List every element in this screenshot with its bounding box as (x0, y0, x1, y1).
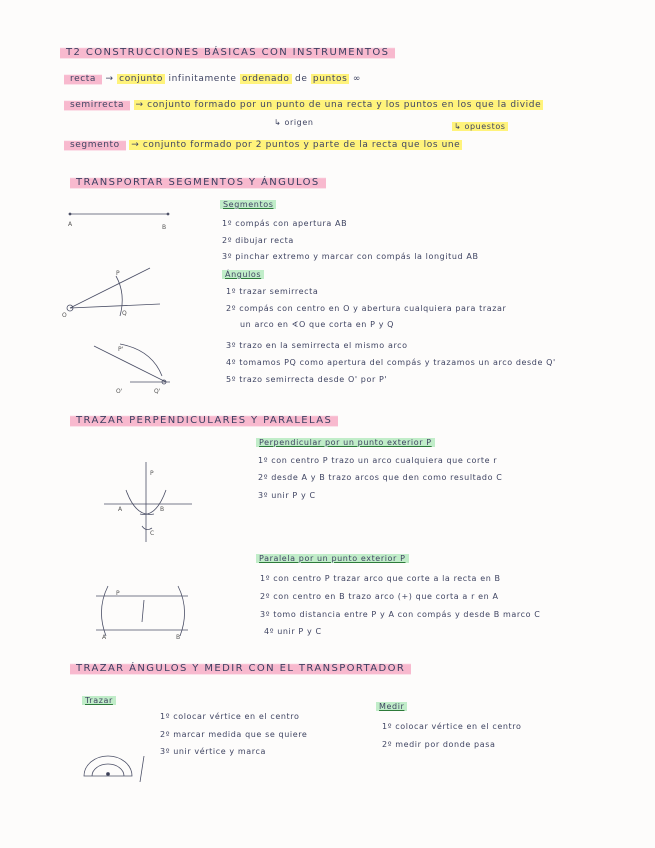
ang-step-2: 2º compás con centro en O y abertura cualquiera para trazar (226, 304, 507, 313)
fig-label-q: Q (122, 310, 127, 317)
perp-label-c: C (150, 530, 155, 537)
ang-step-3: 3º trazo en la semirrecta el mismo arco (226, 341, 408, 350)
def-recta-word6: ∞ (352, 74, 361, 84)
fig-label-b: B (162, 224, 167, 231)
perp-title: Perpendicular por un punto exterior P (256, 438, 435, 447)
segmentos-title: Segmentos (220, 200, 276, 209)
fig-label-o: O (62, 312, 67, 319)
def-recta-term: recta (64, 73, 102, 85)
section-heading-transportar: TRANSPORTAR SEGMENTOS Y ÁNGULOS (70, 176, 326, 189)
perp-label-b: B (160, 506, 165, 513)
par-label-b: B (176, 634, 181, 641)
medir-step-1: 1º colocar vértice en el centro (382, 722, 522, 731)
def-semirrecta-opuestos: ↳ opuestos (454, 122, 506, 131)
segment-figure (66, 200, 176, 230)
perp-label-p: P (150, 470, 154, 477)
ang-step-5: 5º trazo semirrecta desde O' por P' (226, 375, 388, 384)
protractor-figure (82, 752, 162, 792)
trazar-step-1: 1º colocar vértice en el centro (160, 712, 300, 721)
parallel-figure (94, 580, 194, 640)
def-semirrecta-term: semirrecta (64, 99, 130, 111)
def-recta-word3: ordenado (241, 74, 290, 84)
ang-step-1: 1º trazar semirrecta (226, 287, 319, 296)
par-label-a: A (102, 634, 107, 641)
def-recta-word1: conjunto (119, 74, 164, 84)
seg-step-2: 2º dibujar recta (222, 236, 294, 245)
par-step-4: 4º unir P y C (264, 627, 322, 636)
trazar-step-3: 3º unir vértice y marca (160, 747, 266, 756)
par-label-p: P (116, 590, 120, 597)
def-segmento (64, 140, 462, 150)
angle-figure-copy (90, 336, 180, 396)
seg-step-1: 1º compás con apertura AB (222, 219, 348, 228)
def-semirrecta (64, 100, 543, 110)
perp-step-1: 1º con centro P trazo un arco cualquiera que corte r (258, 456, 498, 465)
def-recta-word5: puntos (312, 74, 348, 84)
ang-step-4: 4º tomamos PQ como apertura del compás y trazamos un arco desde Q' (226, 358, 556, 367)
par-step-1: 1º con centro P trazar arco que corte a la recta en B (260, 574, 501, 583)
fig-label-p: P (116, 270, 120, 277)
perp-step-3: 3º unir P y C (258, 491, 316, 500)
ang-step-2b: un arco en ∢O que corta en P y Q (240, 320, 395, 329)
section-heading-perpendiculares: TRAZAR PERPENDICULARES Y PARALELAS (70, 414, 338, 427)
page-title: T2 CONSTRUCCIONES BÁSICAS CON INSTRUMENTOS (60, 46, 395, 59)
perp-step-2: 2º desde A y B trazo arcos que den como resultado C (258, 473, 503, 482)
par-title: Paralela por un punto exterior P (256, 554, 409, 563)
def-recta-word2: infinitamente (168, 74, 237, 84)
fig-label-q-prime: Q' (154, 388, 161, 395)
def-recta-word4: de (295, 74, 308, 84)
fig-label-a: A (68, 221, 73, 228)
trazar-step-2: 2º marcar medida que se quiere (160, 730, 308, 739)
fig-label-p-prime: P' (118, 346, 124, 353)
def-recta (64, 74, 361, 84)
def-segmento-text: → conjunto formado por 2 puntos y parte de la recta que los une (131, 140, 461, 150)
angulos-title: Ángulos (222, 270, 264, 279)
seg-step-3: 3º pinchar extremo y marcar con compás la longitud AB (222, 252, 479, 261)
par-step-2: 2º con centro en B trazo arco (+) que corta a r en A (260, 592, 499, 601)
def-segmento-term: segmento (64, 139, 126, 151)
fig-label-o-prime: O' (116, 388, 123, 395)
def-semirrecta-origen: ↳ origen (274, 118, 314, 127)
perp-label-a: A (118, 506, 123, 513)
par-step-3: 3º tomo distancia entre P y A con compás y desde B marco C (260, 610, 541, 619)
def-recta-arrow: → (105, 74, 114, 84)
trazar-title: Trazar (82, 696, 116, 705)
medir-title: Medir (376, 702, 407, 711)
section-heading-transportador: TRAZAR ÁNGULOS Y MEDIR CON EL TRANSPORTADOR (70, 662, 411, 675)
def-semirrecta-text: → conjunto formado por un punto de una recta y los puntos en los que la divide (135, 100, 542, 110)
medir-step-2: 2º medir por donde pasa (382, 740, 496, 749)
